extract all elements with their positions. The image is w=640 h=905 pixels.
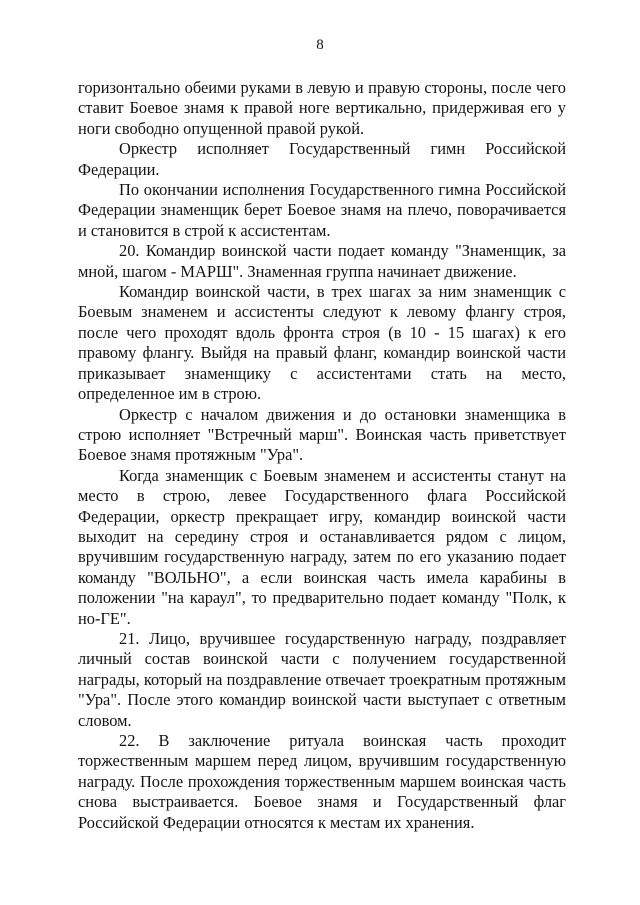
- paragraph-item-22: 22. В заключение ритуала воинская часть проходит торжественным маршем перед лицом, вручившим государственную награду. После прохождения торжественным маршем воинская часть снова выстраивается. Боевое знамя и Государственный флаг Российской Федерации относятся к местам их хранения.: [78, 731, 566, 832]
- page-number: 8: [316, 37, 324, 53]
- paragraph-standard-bearer-returns: По окончании исполнения Государственного гимна Российской Федерации знаменщик берет Боевое знамя на плечо, поворачивается и становится в строй к ассистентам.: [78, 180, 566, 240]
- paragraph-orchestra-march: Оркестр с началом движения и до остановки знаменщика в строю исполняет "Встречный марш". Воинская часть приветствует Боевое знамя протяжным "Ура".: [78, 404, 566, 465]
- paragraph-orchestra-anthem: Оркестр исполняет Государственный гимн Российской Федерации.: [78, 139, 566, 179]
- document-body: [78, 78, 566, 833]
- paragraph-item-20: 20. Командир воинской части подает команду "Знаменщик, за мной, шагом - МАРШ". Знаменная группа начинает движение.: [78, 241, 566, 281]
- paragraph-in-formation: Когда знаменщик с Боевым знаменем и ассистенты станут на место в строю, левее Государственного флага Российской Федерации, оркестр прекращает игру, командир воинской части выходит на середину строя и останавливается рядом с лицом, вручившим государственную награду, затем по его указанию подает команду "ВОЛЬНО", а если воинская часть имела карабины в положении "на караул", то предварительно подает команду "Полк, к но-ГЕ".: [78, 465, 566, 628]
- paragraph-commander-march: Командир воинской части, в трех шагах за ним знаменщик с Боевым знаменем и ассистенты следуют к левому флангу строя, после чего проходят вдоль фронта строя (в 10 - 15 шагах) к его правому флангу. Выйдя на правый фланг, командир воинской части приказывает знаменщику с ассистентами стать на место, определенное им в строю.: [78, 282, 566, 404]
- paragraph-continuation: горизонтально обеими руками в левую и правую стороны, после чего ставит Боевое знамя к правой ноге вертикально, придерживая его у ноги свободно опущенной правой рукой.: [78, 78, 566, 138]
- paragraph-item-21: 21. Лицо, вручившее государственную награду, поздравляет личный состав воинской части с получением государственной награды, который на поздравление отвечает троекратным протяжным "Ура". После этого командир воинской части выступает с ответным словом.: [78, 628, 566, 730]
